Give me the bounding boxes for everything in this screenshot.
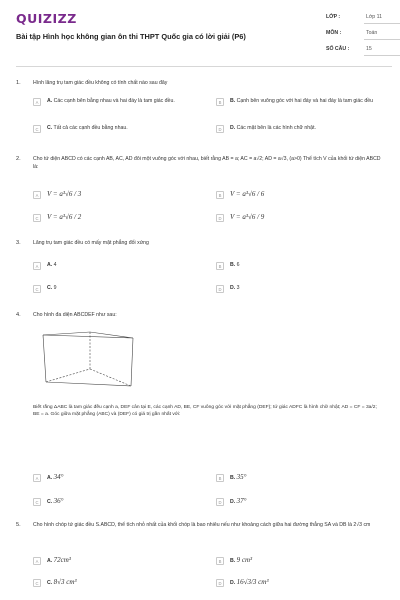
question-text: Cho hình đa diện ABCDEF như sau: (33, 312, 117, 318)
question-number: 3. (16, 240, 21, 246)
question-number: 2. (16, 156, 21, 162)
option-letter-box: D (216, 125, 224, 133)
question-4 (16, 312, 388, 324)
question-text: Cho tứ diện ABCD có các cạnh AB, AC, AD đôi một vuông góc với nhau, biết rằng AB = a; AC = a√2; AD = a√3, (a>0) Thể tích V của khối tứ diện ABCD là: (33, 156, 381, 170)
option-letter-box: C (33, 125, 41, 133)
question-number: 1. (16, 80, 21, 86)
option-letter-box: D (216, 214, 224, 222)
meta-subject-key: MÔN : (326, 30, 342, 36)
option-letter-box: A (33, 191, 41, 199)
quizizz-logo: QUIZIZZ (16, 11, 77, 26)
option-letter-box: B (216, 98, 224, 106)
option-letter-box: A (33, 262, 41, 270)
option-letter-box: C (33, 285, 41, 293)
option-letter-box: C (33, 579, 41, 587)
option-letter-box: B (216, 191, 224, 199)
question-1: 1. Hình lăng trụ tam giác đều không có tính chất nào sau đây A A. Các cạnh bên bằng nhau và hai đáy là tam giác đều. B B. Cạnh bên vuông góc với hai đáy và hai đáy là tam giác đều C C. Tất cả các cạnh đều bằng nhau. D D. Các mặt bên là các hình chữ nhật. (16, 80, 388, 140)
option-letter-box: A (33, 557, 41, 565)
option-letter-box: A (33, 98, 41, 106)
meta-subject-value: Toán (366, 30, 378, 36)
option-letter-box: B (216, 474, 224, 482)
question-text: Lăng trụ tam giác đều có mấy mặt phẳng đối xứng (33, 240, 149, 246)
option-letter-box: D (216, 285, 224, 293)
meta-grade-key: LỚP : (326, 14, 341, 20)
question-3: 3. Lăng trụ tam giác đều có mấy mặt phẳng đối xứng A A. 4 B B. 6 C C. 9 D D. 3 (16, 240, 388, 296)
option-letter-box: B (216, 557, 224, 565)
option-letter-box: C (33, 498, 41, 506)
question-number: 4. (16, 312, 21, 318)
option-letter-box: D (216, 579, 224, 587)
document-header (0, 0, 400, 68)
option-letter-box: A (33, 474, 41, 482)
question-text: Cho hình chóp tứ giác đều S.ABCD, thể tích nhỏ nhất của khối chóp là bao nhiêu nếu như khoảng cách giữa hai đường thẳng SA và DB là 2√3 cm (33, 522, 371, 528)
question-2: 2. Cho tứ diện ABCD có các cạnh AB, AC, AD đôi một vuông góc với nhau, biết rằng AB = a; AC = a√2; AD = a√3, (a>0) Thể tích V của khối tứ diện ABCD là: A V = a³√6 / 3 B V = a³√6 / 6 C V = a³√6 / 2 D V = a³√6 / 9 (16, 156, 388, 228)
option-letter-box: B (216, 262, 224, 270)
document-title: Bài tập Hình học không gian ôn thi THPT Quốc gia có lời giải (P6) (16, 32, 246, 41)
question-text: Hình lăng trụ tam giác đều không có tính chất nào sau đây (33, 80, 168, 86)
header-divider (16, 66, 392, 67)
option-letter-box: D (216, 498, 224, 506)
question-4-note: Biết rằng ΔABC là tam giác đều cạnh a, DEF cân tại E, các cạnh AD, BE, CF vuông góc với mặt phẳng (DEF); tứ giác ADFC là hình chữ nhật; AD = CF = 3a/2; BE = a. Góc giữa mặt phẳng (ABC) và (DEF) có giá trị gần nhất với: (33, 405, 377, 418)
option-letter-box: C (33, 214, 41, 222)
question-4-options: A A. 34° B B. 35° C C. 36° D D. 37° (16, 474, 388, 524)
question-5: 5. Cho hình chóp tứ giác đều S.ABCD, thể tích nhỏ nhất của khối chóp là bao nhiêu nếu như khoảng cách giữa hai đường thẳng SA và DB là 2√3 cm A A. 72cm³ B B. 9 cm³ C C. 8√3 cm³ D D. 16√3/3 cm³ (16, 522, 388, 598)
meta-count-value: 15 (366, 46, 372, 52)
meta-count-key: SỐ CÂU : (326, 46, 350, 52)
meta-grade-value: Lớp 11 (366, 14, 382, 20)
question-number: 5. (16, 522, 21, 528)
polyhedron-figure (40, 330, 140, 394)
